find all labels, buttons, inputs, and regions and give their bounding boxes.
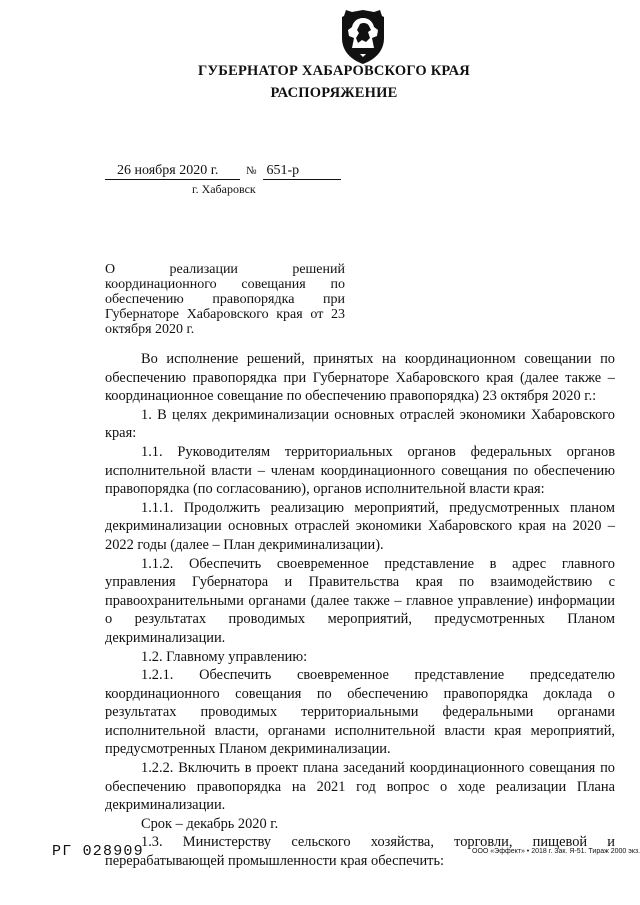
document-type: РАСПОРЯЖЕНИЕ xyxy=(270,85,398,101)
paragraph: 1.2.1. Обеспечить своевременное представление председателю координационного совещания по обеспечению правопорядка доклада о результатах проводимых территориальными федеральными органами исполнительной власти, органами исполнительной власти края мероприятий, предусмотренных Планом декриминализации. xyxy=(105,667,615,758)
paragraph: 1.1.1. Продолжить реализацию мероприятий, предусмотренных планом декриминализации основных отраслей экономики Хабаровского края на 2020 – 2022 годы (далее – План декриминализации). xyxy=(105,499,615,553)
form-serial-number: РГ 028909 xyxy=(52,843,144,860)
paragraph: 1.3. Министерству сельского хозяйства, торговли, пищевой и перерабатывающей промышленности края обеспечить: xyxy=(105,834,615,870)
document-city: г. Хабаровск xyxy=(192,182,256,196)
document-subject: О реализации решений координационного совещания по обеспечению правопорядка при Губернаторе Хабаровского края от 23 октября 2020 г. xyxy=(105,262,345,337)
coat-of-arms-icon xyxy=(338,8,388,66)
paragraph: 1.1.2. Обеспечить своевременное представление в адрес главного управления Губернатора и Правительства края по взаимодействию с правоохранительными органами (далее также – главное управление) информации о результатах проводимых мероприятий, предусмотренных Планом декриминализации. xyxy=(105,555,615,646)
document-number: 651-р xyxy=(263,163,341,180)
paragraph: 1.2.2. Включить в проект плана заседаний координационного совещания по обеспечению правопорядка на 2021 год вопрос о ходе реализации Плана декриминализации. xyxy=(105,760,615,814)
paragraph: 1. В целях декриминализации основных отраслей экономики Хабаровского края: xyxy=(105,406,615,442)
paragraph: 1.1. Руководителям территориальных органов федеральных органов исполнительной власти – членам координационного совещания по обеспечению правопорядка (по согласованию), органов исполнительной власти края: xyxy=(105,443,615,498)
paragraph: 1.2. Главному управлению: xyxy=(141,648,308,665)
deadline: Срок – декабрь 2020 г. xyxy=(141,815,279,832)
document-body xyxy=(105,350,615,871)
issuer-title: ГУБЕРНАТОР ХАБАРОВСКОГО КРАЯ xyxy=(198,63,470,79)
paragraph: Во исполнение решений, принятых на координационном совещании по обеспечению правопорядка при Губернаторе Хабаровского края (далее также – координационное совещание по обеспечению правопорядка) 23 октября 2020 г.: xyxy=(105,351,615,405)
date-line xyxy=(105,163,341,180)
printer-imprint: ООО «Эффект» • 2018 г. Зак. Я-51. Тираж 2000 экз. xyxy=(472,848,640,855)
number-label: № xyxy=(246,165,257,177)
document-date: 26 ноября 2020 г. xyxy=(105,163,240,180)
